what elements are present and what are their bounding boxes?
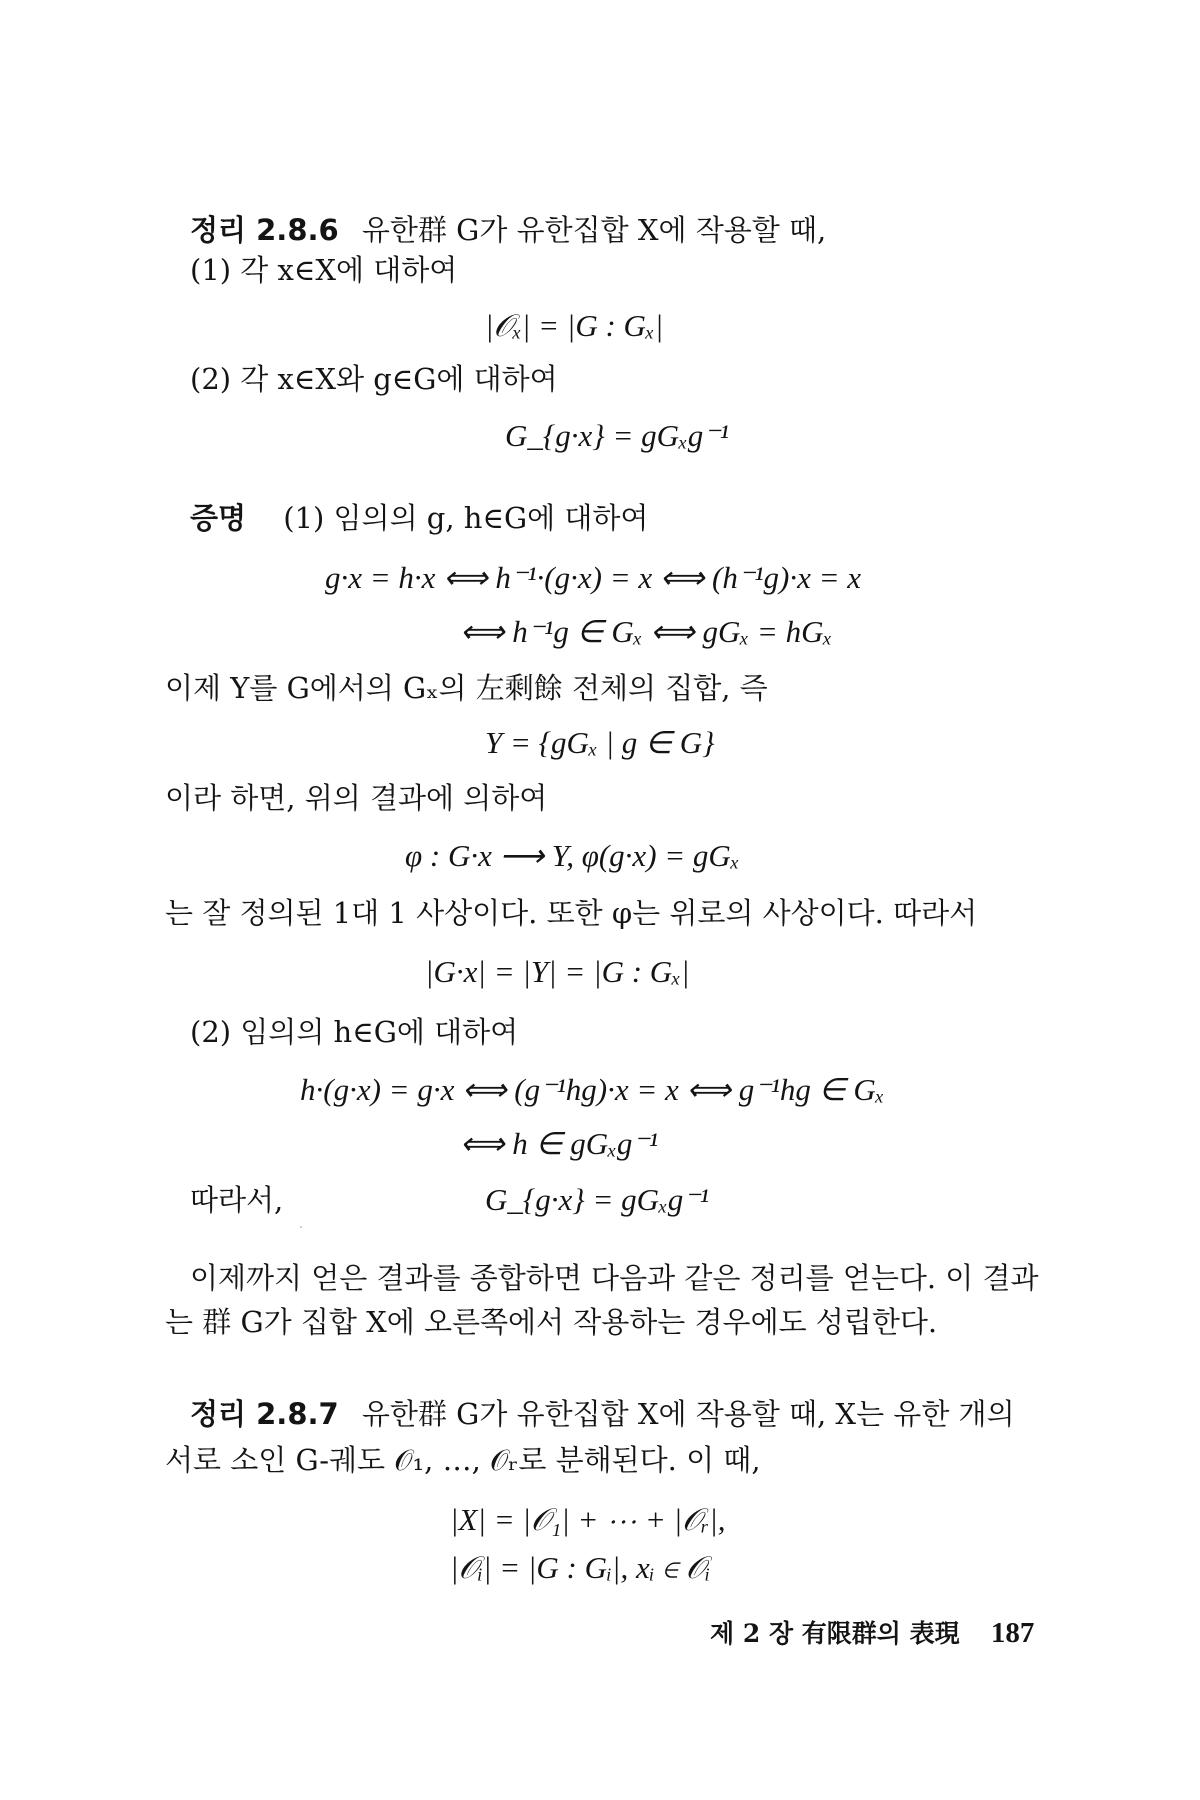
equation-coset-set: Y = {gGₓ | g ∈ G} bbox=[485, 725, 715, 760]
equation-class-equation: |X| = |𝒪₁| + ⋯ + |𝒪ᵣ|, bbox=[450, 1502, 726, 1537]
equation-orbit-size: |𝒪ₓ| = |G : Gₓ| bbox=[485, 308, 664, 343]
paper-speck bbox=[300, 1226, 302, 1228]
page-number: 187 bbox=[990, 1617, 1035, 1649]
running-footer bbox=[710, 1614, 1034, 1652]
proof-text-cosets: 이제 Y를 G에서의 Gₓ의 左剩餘 전체의 집합, 즉 bbox=[165, 671, 768, 705]
equation-map-phi: φ : G·x ⟶ Y, φ(g·x) = gGₓ bbox=[405, 838, 740, 873]
summary-line-1: 이제까지 얻은 결과를 종합하면 다음과 같은 정리를 얻는다. 이 결과 bbox=[190, 1261, 1039, 1295]
proof-header bbox=[190, 500, 648, 536]
proof-part1-intro: (1) 임의의 g, h∈G에 대하여 bbox=[283, 501, 649, 535]
equation-stabilizer-conjugate: G_{g·x} = gGₓg⁻¹ bbox=[505, 418, 729, 453]
equation-conclusion: G_{g·x} = gGₓg⁻¹ bbox=[485, 1182, 709, 1217]
summary-line-2: 는 群 G가 집합 X에 오른쪽에서 작용하는 경우에도 성립한다. bbox=[165, 1305, 938, 1339]
theorem-2-8-7-header bbox=[190, 1396, 1015, 1432]
theorem-label: 정리 2.8.7 bbox=[190, 1397, 339, 1431]
equation-equivalence-4: ⟺ h ∈ gGₓg⁻¹ bbox=[460, 1126, 659, 1161]
proof-label: 증명 bbox=[190, 501, 247, 535]
theorem-item-2: (2) 각 x∈X와 g∈G에 대하여 bbox=[190, 362, 558, 396]
equation-orbit-index: |G·x| = |Y| = |G : Gₓ| bbox=[425, 954, 690, 989]
equation-equivalence-2: ⟺ h⁻¹g ∈ Gₓ ⟺ gGₓ = hGₓ bbox=[460, 614, 833, 649]
theorem-2-8-6-header bbox=[190, 212, 826, 248]
theorem-item-1: (1) 각 x∈X에 대하여 bbox=[190, 253, 458, 287]
equation-orbit-index-i: |𝒪ᵢ| = |G : Gᵢ|, xᵢ ∈ 𝒪ᵢ bbox=[450, 1550, 711, 1585]
equation-equivalence-1: g·x = h·x ⟺ h⁻¹·(g·x) = x ⟺ (h⁻¹g)·x = x bbox=[325, 560, 862, 595]
theorem-statement-continued: 서로 소인 G-궤도 𝒪₁, …, 𝒪ᵣ로 분해된다. 이 때, bbox=[165, 1443, 761, 1477]
equation-equivalence-3: h·(g·x) = g·x ⟺ (g⁻¹hg)·x = x ⟺ g⁻¹hg ∈ Gₓ bbox=[300, 1072, 885, 1107]
proof-text-result: 이라 하면, 위의 결과에 의하여 bbox=[165, 781, 548, 815]
chapter-title: 제 2 장 有限群의 表現 bbox=[710, 1619, 960, 1648]
proof-conclusion-label: 따라서, bbox=[190, 1183, 284, 1217]
theorem-statement: 유한群 G가 유한집합 X에 작용할 때, X는 유한 개의 bbox=[361, 1397, 1015, 1431]
proof-text-bijection: 는 잘 정의된 1대 1 사상이다. 또한 φ는 위로의 사상이다. 따라서 bbox=[165, 896, 978, 930]
proof-part2-intro: (2) 임의의 h∈G에 대하여 bbox=[190, 1015, 519, 1049]
theorem-statement: 유한群 G가 유한집합 X에 작용할 때, bbox=[361, 213, 827, 247]
theorem-label: 정리 2.8.6 bbox=[190, 213, 339, 247]
